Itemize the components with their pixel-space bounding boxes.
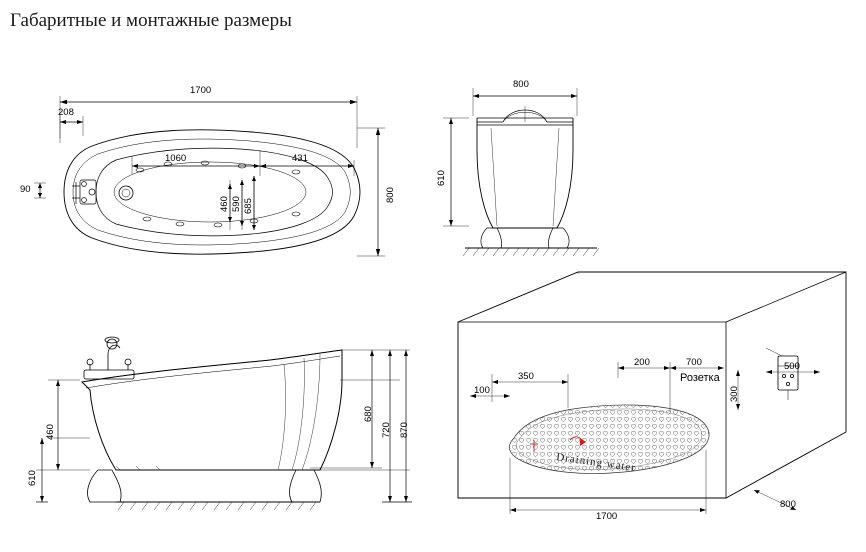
top-dim-800: 800 xyxy=(385,187,396,203)
install-dim-800: 800 xyxy=(780,499,796,510)
page-title: Габаритные и монтажные размеры xyxy=(10,10,292,31)
install-dim-1700: 1700 xyxy=(596,511,618,522)
top-dim-1060: 1060 xyxy=(165,153,187,164)
install-dim-200: 200 xyxy=(634,357,650,368)
side-dim-870: 870 xyxy=(399,422,410,438)
side-dim-680: 680 xyxy=(363,406,374,422)
top-dim-208: 208 xyxy=(58,107,74,118)
front-view-drawing xyxy=(425,78,605,258)
top-dim-1700: 1700 xyxy=(190,85,212,96)
draining-water-label: Draining water xyxy=(555,451,637,475)
side-dim-610: 610 xyxy=(27,470,38,486)
front-dim-800: 800 xyxy=(513,79,529,90)
top-dim-90: 90 xyxy=(20,184,31,195)
top-view-drawing xyxy=(20,85,420,278)
side-view-drawing xyxy=(20,320,420,520)
top-dim-460: 460 xyxy=(219,196,230,212)
socket-label: Розетка xyxy=(680,372,720,384)
install-dim-700: 700 xyxy=(686,357,702,368)
side-dim-460: 460 xyxy=(45,424,56,440)
installation-view-panel xyxy=(448,262,856,542)
side-view-panel xyxy=(20,320,420,520)
top-view-panel xyxy=(20,85,420,278)
top-dim-431: 431 xyxy=(292,153,308,164)
install-dim-300: 300 xyxy=(729,386,740,402)
top-dim-590: 590 xyxy=(231,196,242,212)
install-dim-100: 100 xyxy=(474,385,490,396)
front-view-panel xyxy=(425,78,605,258)
install-dim-500: 500 xyxy=(784,361,800,372)
side-dim-720: 720 xyxy=(381,422,392,438)
front-dim-610: 610 xyxy=(436,170,447,186)
top-dim-685: 685 xyxy=(243,198,254,214)
install-dim-350: 350 xyxy=(518,371,534,382)
